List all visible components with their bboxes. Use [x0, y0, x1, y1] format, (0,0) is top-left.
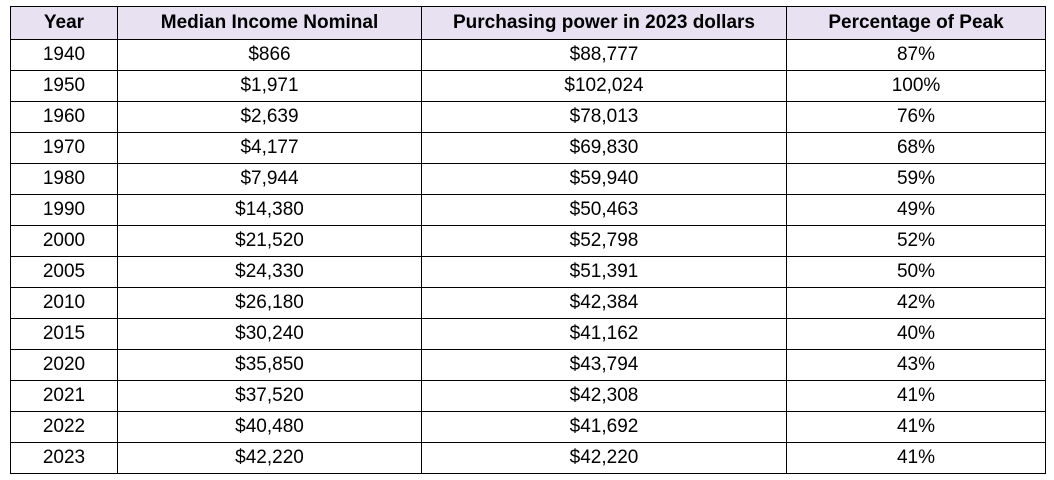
cell-year: 1990 [11, 195, 118, 226]
table-row [11, 257, 1046, 288]
table-body [11, 40, 1046, 474]
cell-year: 2015 [11, 319, 118, 350]
header-percentage-of-peak: Percentage of Peak [787, 7, 1046, 40]
cell-median-income-nominal: $35,850 [118, 350, 422, 381]
table-row [11, 195, 1046, 226]
cell-median-income-nominal: $37,520 [118, 381, 422, 412]
header-median-income-nominal: Median Income Nominal [118, 7, 422, 40]
cell-median-income-nominal: $21,520 [118, 226, 422, 257]
table-row [11, 133, 1046, 164]
table-container [10, 6, 1046, 474]
cell-year: 1940 [11, 40, 118, 71]
table-row [11, 71, 1046, 102]
cell-purchasing-power: $51,391 [422, 257, 787, 288]
table-row [11, 288, 1046, 319]
cell-median-income-nominal: $866 [118, 40, 422, 71]
cell-percentage-of-peak: 68% [787, 133, 1046, 164]
cell-percentage-of-peak: 41% [787, 381, 1046, 412]
cell-median-income-nominal: $30,240 [118, 319, 422, 350]
income-table [10, 6, 1046, 474]
table-row [11, 412, 1046, 443]
cell-percentage-of-peak: 50% [787, 257, 1046, 288]
cell-purchasing-power: $41,692 [422, 412, 787, 443]
cell-percentage-of-peak: 52% [787, 226, 1046, 257]
table-row [11, 226, 1046, 257]
table-row [11, 443, 1046, 474]
cell-median-income-nominal: $2,639 [118, 102, 422, 133]
table-header [11, 7, 1046, 40]
cell-purchasing-power: $42,308 [422, 381, 787, 412]
cell-percentage-of-peak: 41% [787, 443, 1046, 474]
cell-median-income-nominal: $40,480 [118, 412, 422, 443]
cell-year: 2005 [11, 257, 118, 288]
cell-year: 2021 [11, 381, 118, 412]
cell-median-income-nominal: $7,944 [118, 164, 422, 195]
cell-percentage-of-peak: 49% [787, 195, 1046, 226]
cell-percentage-of-peak: 42% [787, 288, 1046, 319]
cell-year: 2010 [11, 288, 118, 319]
table-row [11, 102, 1046, 133]
table-row [11, 350, 1046, 381]
cell-year: 2020 [11, 350, 118, 381]
cell-year: 1980 [11, 164, 118, 195]
cell-purchasing-power: $59,940 [422, 164, 787, 195]
cell-percentage-of-peak: 40% [787, 319, 1046, 350]
cell-median-income-nominal: $26,180 [118, 288, 422, 319]
cell-median-income-nominal: $4,177 [118, 133, 422, 164]
table-row [11, 164, 1046, 195]
cell-purchasing-power: $43,794 [422, 350, 787, 381]
table-row [11, 40, 1046, 71]
cell-year: 1960 [11, 102, 118, 133]
cell-purchasing-power: $69,830 [422, 133, 787, 164]
cell-purchasing-power: $42,220 [422, 443, 787, 474]
cell-percentage-of-peak: 41% [787, 412, 1046, 443]
cell-year: 1950 [11, 71, 118, 102]
cell-median-income-nominal: $14,380 [118, 195, 422, 226]
cell-purchasing-power: $42,384 [422, 288, 787, 319]
cell-purchasing-power: $41,162 [422, 319, 787, 350]
table-row [11, 381, 1046, 412]
cell-year: 2023 [11, 443, 118, 474]
cell-median-income-nominal: $24,330 [118, 257, 422, 288]
cell-purchasing-power: $50,463 [422, 195, 787, 226]
cell-percentage-of-peak: 87% [787, 40, 1046, 71]
cell-median-income-nominal: $1,971 [118, 71, 422, 102]
cell-year: 1970 [11, 133, 118, 164]
cell-purchasing-power: $88,777 [422, 40, 787, 71]
cell-percentage-of-peak: 100% [787, 71, 1046, 102]
cell-percentage-of-peak: 43% [787, 350, 1046, 381]
header-purchasing-power: Purchasing power in 2023 dollars [422, 7, 787, 40]
cell-purchasing-power: $78,013 [422, 102, 787, 133]
cell-percentage-of-peak: 59% [787, 164, 1046, 195]
cell-purchasing-power: $52,798 [422, 226, 787, 257]
header-year: Year [11, 7, 118, 40]
header-row [11, 7, 1046, 40]
cell-year: 2000 [11, 226, 118, 257]
cell-median-income-nominal: $42,220 [118, 443, 422, 474]
cell-percentage-of-peak: 76% [787, 102, 1046, 133]
cell-year: 2022 [11, 412, 118, 443]
cell-purchasing-power: $102,024 [422, 71, 787, 102]
table-row [11, 319, 1046, 350]
